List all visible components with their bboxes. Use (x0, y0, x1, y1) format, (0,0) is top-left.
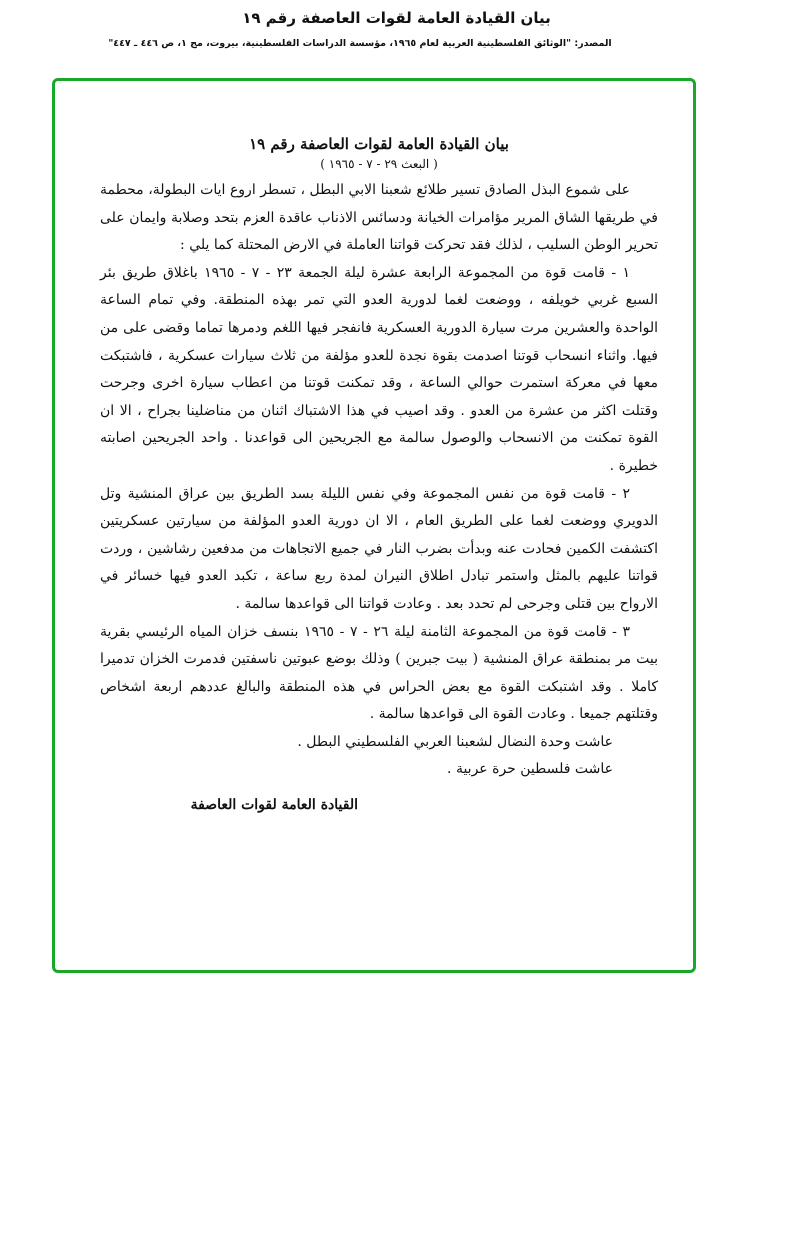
operation-1-paragraph: ١ - قامت قوة من المجموعة الرابعة عشرة ليلة الجمعة ٢٣ - ٧ - ١٩٦٥ باغلاق طريق بئر السبع غربي خويلفه ، ووضعت لغما لدورية العدو التي تمر بهذه المنطقة. وفي تمام الساعة الواحدة والعشرين مرت سيارة الدورية العسكرية فانفجر فيها اللغم ودمرها تماما وقضى على من فيها. واثناء انسحاب قوتنا اصدمت بقوة نجدة للعدو مؤلفة من ثلاث سيارات عسكرية ، فاشتبكت معها في معركة استمرت حوالي الساعة ، وقد تمكنت قوتنا من اعطاب سيارة اخرى وجرحت وقتلت اكثر من عشرة من العدو . وقد اصيب في هذا الاشتباك اثنان من مناضلينا بجراح ، الا ان القوة تمكنت من الانسحاب والوصول سالمة مع الجريحين الى قواعدنا . واحد الجريحين اصابته خطيرة . (100, 264, 658, 474)
document-highlight-frame (52, 78, 696, 973)
intro-paragraph: على شموع البذل الصادق تسير طلائع شعبنا الابي البطل ، تسطر اروع ايات البطولة، محطمة في طريقها الشاق المرير مؤامرات الخيانة ودسائس الاذناب عاقدة العزم بتحد وصلابة وايمان على تحرير الوطن السليب ، لذلك فقد تحركت قواتنا العاملة في الارض المحتلة كما يلي : (100, 182, 658, 254)
document-date: ( البعث ٢٩ - ٧ - ١٩٦٥ ) (320, 157, 438, 171)
document-scan (100, 133, 658, 820)
signature: القيادة العامة لقوات العاصفة (190, 797, 358, 814)
closing-line-1: عاشت وحدة النضال لشعبنا العربي الفلسطيني البطل . (297, 733, 613, 750)
source-citation: المصدر: "الوثائق الفلسطينية العربية لعام ١٩٦٥، مؤسسة الدراسات الفلسطينية، بيروت، مج ١، ص ٤٤٦ ـ ٤٤٧" (108, 38, 612, 49)
operation-3-paragraph: ٣ - قامت قوة من المجموعة الثامنة ليلة ٢٦ - ٧ - ١٩٦٥ بنسف خزان المياه الرئيسي بقرية بيت مر بمنطقة عراق المنشية ( بيت جبرين ) وذلك بوضع عبوتين ناسفتين فدمرت الخزان تدميرا كاملا . وقد اشتبكت القوة مع بعض الحراس في هذه المنطقة والبالغ عددهم اربعة اشخاص وقتلتهم جميعا . وعادت القوة الى قواعدها سالمة . (100, 623, 658, 723)
operation-2-paragraph: ٢ - قامت قوة من نفس المجموعة وفي نفس الليلة بسد الطريق بين عراق المنشية وتل الدويري ووضعت لغما على الطريق العام ، الا ان دورية العدو المؤلفة من سيارتين عسكريتين اكتشفت الكمين فحادت عنه وبدأت بضرب النار في جميع الاتجاهات من مدفعين رشاشين ، وردت قواتنا عليهم بالمثل واستمر تبادل اطلاق النيران لمدة ربع ساعة ، تكبد العدو فيها خسائر في الارواح بين قتلى وجرحى لم تحدد بعد . وعادت قواتنا الى قواعدها سالمة . (100, 485, 658, 612)
closing-line-2: عاشت فلسطين حرة عربية . (447, 761, 613, 778)
page-header-title: بيان القيادة العامة لقوات العاصفة رقم ١٩ (242, 9, 551, 27)
document-title: بيان القيادة العامة لقوات العاصفة رقم ١٩ (249, 135, 509, 153)
